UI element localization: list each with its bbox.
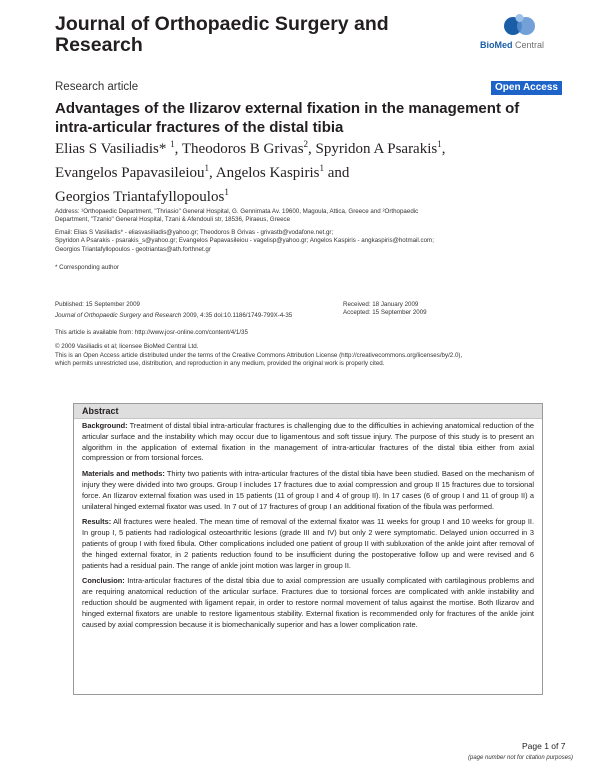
article-type-label: Research article bbox=[55, 81, 139, 93]
article-title-line: Advantages of the Ilizarov external fixation in the management of bbox=[55, 100, 520, 117]
publication-info bbox=[55, 301, 325, 321]
author-name: Theodoros B Grivas bbox=[181, 141, 304, 157]
open-access-badge: Open Access bbox=[491, 81, 562, 95]
biomed-logo-text bbox=[480, 40, 544, 50]
author-affiliation: 1 bbox=[204, 163, 210, 173]
abstract-heading: Abstract bbox=[74, 404, 542, 419]
author-name: Spyridon A Psarakis bbox=[315, 141, 438, 157]
logo-brand: BioMed bbox=[480, 40, 513, 50]
copyright: © 2009 Vasiliadis et al; licensee BioMed Central Ltd. bbox=[55, 343, 199, 350]
article-title bbox=[55, 99, 565, 137]
author-list: Elias S Vasiliadis* $^1$, Theodoros B Grivas$^2$, Spyridon A Psarakis$^1$, Evangelos Papavasileiou$^1$, Angelos Kaspiris$^1$ and Georgios Triantafyllopoulos$^1$ bbox=[55, 139, 446, 205]
author-affiliation: 1 bbox=[224, 187, 229, 197]
author-name: Angelos Kaspiris bbox=[215, 165, 320, 181]
abstract-box bbox=[73, 403, 543, 695]
author-affiliation: 1 bbox=[437, 139, 442, 149]
corresponding-author-note: * Corresponding author bbox=[55, 264, 119, 271]
abstract-section-background: Background: Treatment of distal tibial intra-articular fractures is challenging due to the difficulties in achieving anatomical reduction of the articular surface and the instability which may occur due to ligamentous and soft tissue injury. The purpose of this study is to present an algorithm in the application of external fixation in the management of intra-articular fractures of the distal tibia either from axial compression or from torsional forces. bbox=[82, 421, 534, 463]
biomed-logo-icon bbox=[480, 14, 560, 40]
article-url[interactable]: This article is available from: http://www.josr-online.com/content/4/1/35 bbox=[55, 329, 248, 336]
biomed-central-logo bbox=[480, 14, 560, 54]
article-title-line: intra-articular fractures of the distal tibia bbox=[55, 119, 344, 136]
journal-title-line: Journal of Orthopaedic Surgery and bbox=[55, 13, 389, 35]
author-name: Georgios Triantafyllopoulos bbox=[55, 189, 225, 205]
page-number: Page 1 of 7 bbox=[522, 741, 566, 751]
citation: Journal of Orthopaedic Surgery and Research 2009, 4:35 doi:10.1186/1749-799X-4-35 bbox=[55, 312, 293, 320]
license-statement: This is an Open Access article distributed under the terms of the Creative Commons Attribution License (http://creativecommons.org/licenses/by/2.0), which permits unrestricted use, distribution, and reproduction in any medium, provided the original work is properly cited. bbox=[55, 352, 463, 368]
received-date: Received: 18 January 2009 bbox=[343, 301, 419, 308]
abstract-section-results: Results: All fractures were healed. The mean time of removal of the external fixator was 11 weeks for group I and 10 weeks for group II. In group I, 5 patients had radiological osteoarthritic lesions (grade III and IV) but only 2 were symptomatic. Delayed union occurred in 3 patients of group I with fixed fibula. Other complications included one patient of group II with subluxation of the ankle joint after removal of the hinged external fixator, in 2 patients reduction found to be insufficient during the postoperative follow up and were revised and 6 patients had a residual pain. The range of ankle joint motion was larger in group II. bbox=[82, 517, 534, 570]
author-name: Evangelos Papavasileiou bbox=[55, 165, 205, 181]
accepted-date: Accepted: 15 September 2009 bbox=[343, 309, 427, 317]
author-affiliation: 2 bbox=[303, 139, 309, 149]
logo-suffix: Central bbox=[512, 40, 545, 50]
abstract-body bbox=[82, 421, 534, 635]
affiliation-address: Address: ¹Orthopaedic Department, "Thriasio" General Hospital, G. Gennimata Av. 19600, Magoula, Attica, Greece and ²Orthopaedic Department, "Tzanio" General Hospital, Tzani & Afendouli str, 18536, Piraeus, Greece bbox=[55, 208, 419, 224]
abstract-section-conclusion: Conclusion: Intra-articular fractures of the distal tibia due to axial compression are usually complicated with cartilaginous problems and are requiring anatomical reduction of the articular surface. Fractures due to torsional forces are complicated with ankle instability and reduction should be augmented with ligament repair, in order to restore normal movement of talus against the mortise. Both Ilizarov and hinged external fixators are unable to restore ligamentous stability. External fixation is recommended only for fractures of the ankle joint caused by axial compression because it is biomechanically superior and has a lower complication rate. bbox=[82, 576, 534, 629]
abstract-section-methods: Materials and methods: Thirty two patients with intra-articular fractures of the distal tibia have been studied. Based on the mechanism of injury they were divided into two groups. Group I includes 17 fractures due to axial compression and group II 15 fractures due to torsional force. An Ilizarov external fixation was used in 15 patients (11 of group I and 4 of group II). In 17 cases (6 of group I and 11 of group II) a unilateral hinged external fixator was used. In 7 out of 17 fractures of group I an additional fixation of the fibula was performed. bbox=[82, 469, 534, 511]
author-affiliation: 1 bbox=[319, 163, 324, 173]
journal-title bbox=[55, 14, 455, 56]
journal-title-line: Research bbox=[55, 34, 143, 56]
author-name: Elias S Vasiliadis* bbox=[55, 141, 167, 157]
author-affiliation: 1 bbox=[170, 139, 175, 149]
author-emails: Email: Elias S Vasiliadis* - eliasvasiliadis@yahoo.gr; Theodoros B Grivas - grivastb@vodafone.net.gr; Spyridon A Psarakis - psarakis_s@yahoo.gr; Evangelos Papavasileiou - vagelisp@yahoo.gr; Angelos Kaspiris - angkaspiris@hotmail.com; Georgios Triantafyllopoulos - geotriantas@ath.forthnet.gr bbox=[55, 229, 434, 253]
published-date: Published: 15 September 2009 bbox=[55, 301, 140, 308]
received-accepted-dates bbox=[343, 301, 543, 318]
page-number-note: (page number not for citation purposes) bbox=[468, 755, 574, 761]
